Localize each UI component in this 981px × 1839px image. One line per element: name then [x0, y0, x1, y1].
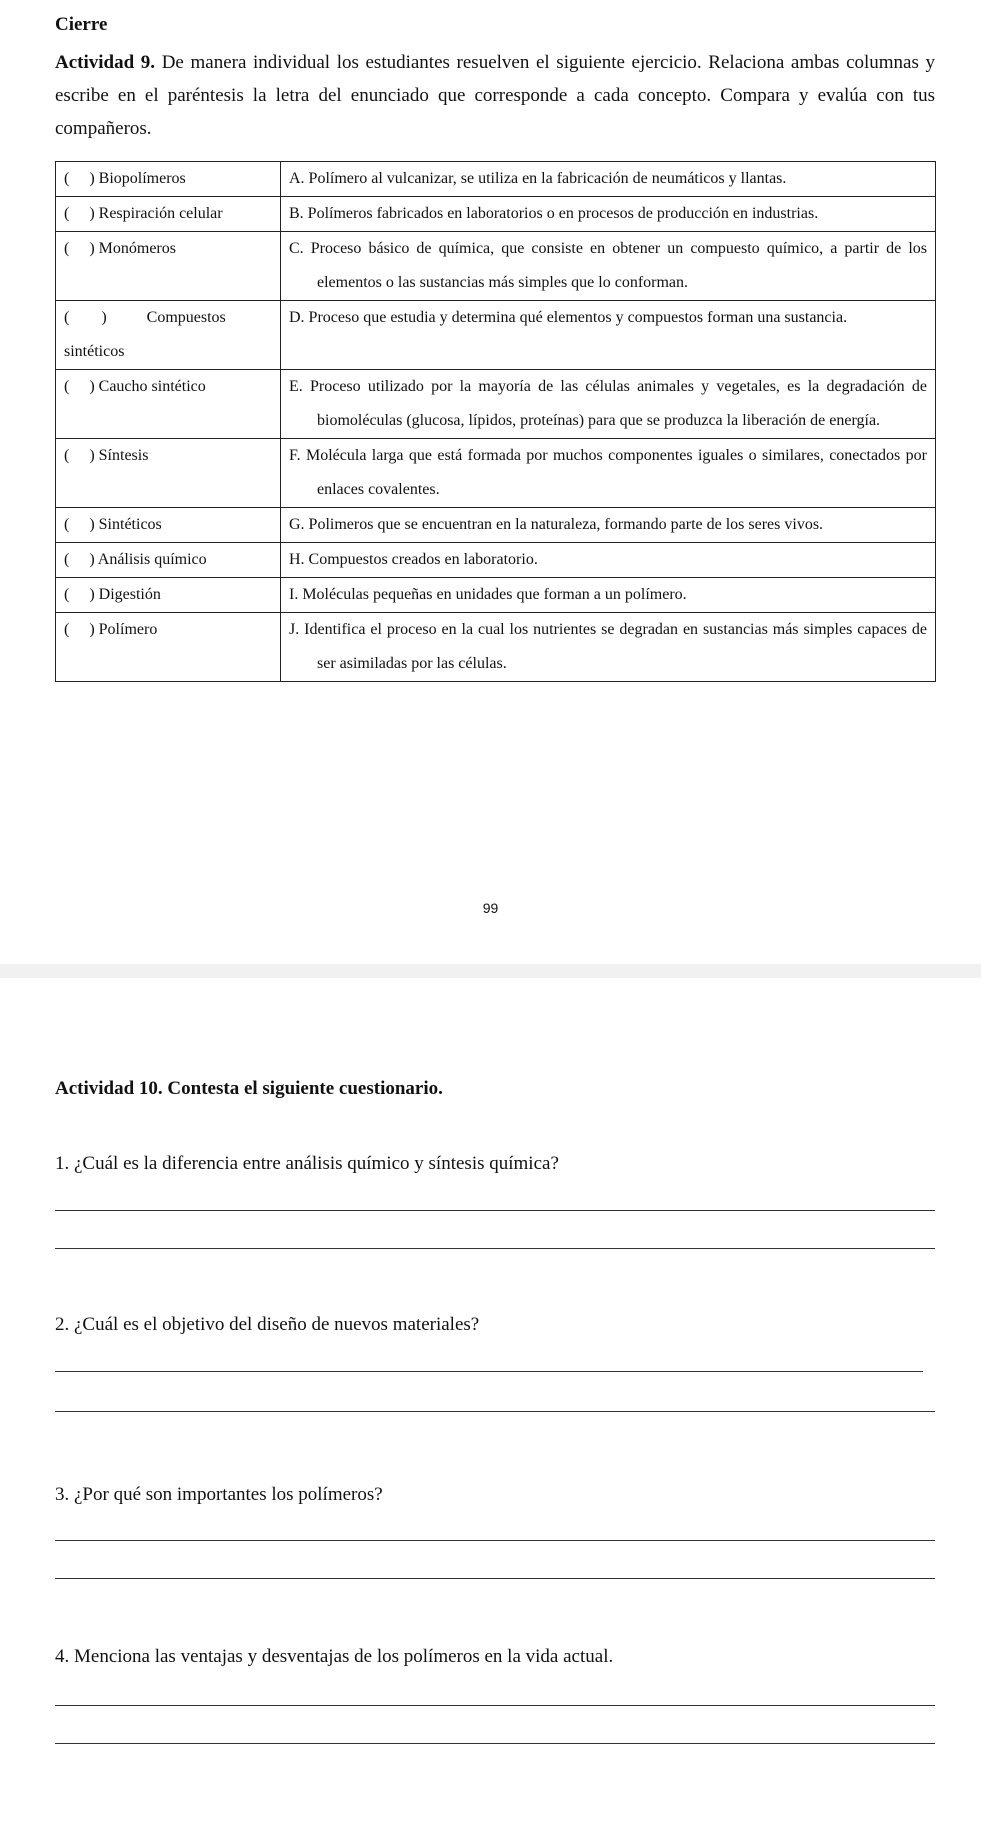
- matching-table: [55, 161, 936, 682]
- table-row: [56, 508, 936, 543]
- definition-cell: E. Proceso utilizado por la mayoría de las células animales y vegetales, es la degradación de biomoléculas (glucosa, lípidos, proteínas) para que se produzca la liberación de energía.: [281, 370, 936, 439]
- question-3: 3. ¿Por qué son importantes los polímeros?: [55, 1484, 383, 1505]
- page-separator: [0, 964, 981, 978]
- answer-line-3b[interactable]: [55, 1578, 935, 1579]
- answer-line-4a[interactable]: [55, 1705, 935, 1706]
- table-row: [56, 197, 936, 232]
- definition-cell: D. Proceso que estudia y determina qué elementos y compuestos forman una sustancia.: [281, 301, 936, 370]
- concept-cell[interactable]: ( ) Biopolímeros: [56, 162, 281, 197]
- table-row: [56, 301, 936, 370]
- concept-cell[interactable]: ( ) Polímero: [56, 613, 281, 682]
- activity-9-instructions: [55, 46, 935, 145]
- definition-cell: G. Polimeros que se encuentran en la naturaleza, formando parte de los seres vivos.: [281, 508, 936, 543]
- concept-cell[interactable]: ( ) Digestión: [56, 578, 281, 613]
- page-100: [0, 978, 981, 1839]
- question-2: 2. ¿Cuál es el objetivo del diseño de nuevos materiales?: [55, 1314, 480, 1335]
- definition-cell: I. Moléculas pequeñas en unidades que forman a un polímero.: [281, 578, 936, 613]
- definition-cell: C. Proceso básico de química, que consiste en obtener un compuesto químico, a partir de los elementos o las sustancias más simples que lo conforman.: [281, 232, 936, 301]
- table-row: [56, 439, 936, 508]
- answer-line-4b[interactable]: [55, 1743, 935, 1744]
- activity-10-title: Actividad 10. Contesta el siguiente cuestionario.: [55, 1078, 443, 1099]
- question-4: 4. Menciona las ventajas y desventajas de los polímeros en la vida actual.: [55, 1646, 614, 1667]
- answer-line-2b[interactable]: [55, 1411, 935, 1412]
- page-number: 99: [482, 900, 499, 916]
- table-row: [56, 162, 936, 197]
- concept-cell[interactable]: ( ) Compuestos sintéticos: [56, 301, 281, 370]
- answer-line-1b[interactable]: [55, 1248, 935, 1249]
- activity-9-label: Actividad 9.: [55, 52, 156, 73]
- table-row: [56, 613, 936, 682]
- activity-9-text: De manera individual los estudiantes resuelven el siguiente ejercicio. Relaciona ambas columnas y escribe en el paréntesis la letra del enunciado que corresponde a cada concepto. Compara y evalúa con tus compañeros.: [55, 52, 936, 139]
- definition-cell: H. Compuestos creados en laboratorio.: [281, 543, 936, 578]
- answer-line-1a[interactable]: [55, 1210, 935, 1211]
- table-row: [56, 232, 936, 301]
- question-1: 1. ¿Cuál es la diferencia entre análisis químico y síntesis química?: [55, 1153, 559, 1174]
- concept-cell[interactable]: ( ) Sintéticos: [56, 508, 281, 543]
- definition-cell: F. Molécula larga que está formada por muchos componentes iguales o similares, conectados por enlaces covalentes.: [281, 439, 936, 508]
- definition-cell: B. Polímeros fabricados en laboratorios o en procesos de producción en industrias.: [281, 197, 936, 232]
- concept-cell[interactable]: ( ) Caucho sintético: [56, 370, 281, 439]
- definition-cell: A. Polímero al vulcanizar, se utiliza en la fabricación de neumáticos y llantas.: [281, 162, 936, 197]
- section-title: Cierre: [55, 14, 108, 35]
- definition-cell: J. Identifica el proceso en la cual los nutrientes se degradan en sustancias más simples capaces de ser asimiladas por las células.: [281, 613, 936, 682]
- concept-cell[interactable]: ( ) Respiración celular: [56, 197, 281, 232]
- table-row: [56, 543, 936, 578]
- concept-cell[interactable]: ( ) Análisis químico: [56, 543, 281, 578]
- concept-cell[interactable]: ( ) Monómeros: [56, 232, 281, 301]
- table-row: [56, 370, 936, 439]
- answer-line-3a[interactable]: [55, 1540, 935, 1541]
- concept-cell[interactable]: ( ) Síntesis: [56, 439, 281, 508]
- table-row: [56, 578, 936, 613]
- answer-line-2a[interactable]: [55, 1371, 923, 1372]
